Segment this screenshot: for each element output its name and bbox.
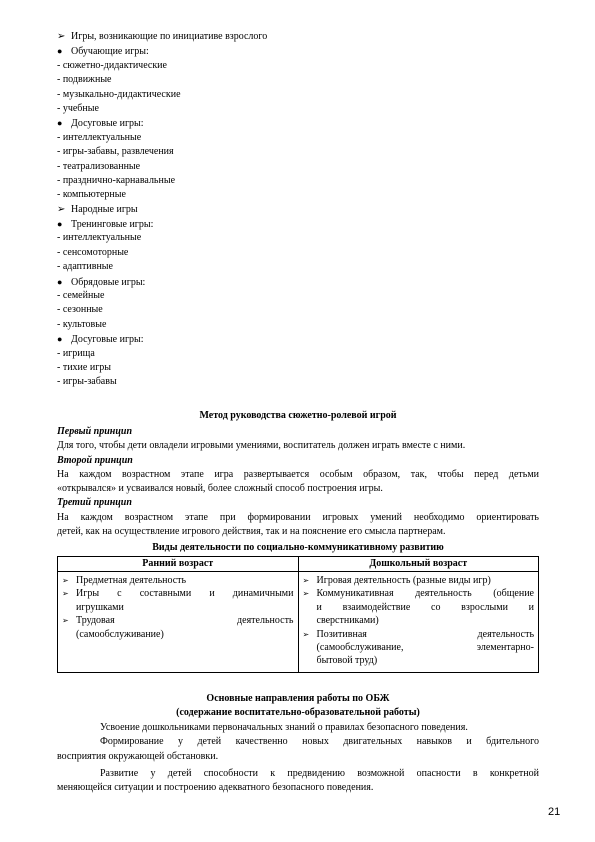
obzh-direction-1: Усвоение дошкольниками первоначальных знаний о правилах безопасного поведения.: [100, 722, 468, 733]
preschool-age-activity-list: [303, 574, 535, 668]
table-header-row: [58, 557, 539, 572]
column-header-preschool-age: Дошкольный возраст: [298, 557, 539, 572]
list-item: [57, 203, 537, 217]
activity-item-line: Позитивная деятельность: [316, 628, 534, 640]
list-item-text: - игрища: [57, 347, 95, 359]
arrow-bullet-icon: ➢: [57, 31, 66, 42]
list-item: [57, 361, 537, 375]
column-header-early-age: Ранний возраст: [58, 557, 299, 572]
list-item-text: Обучающие игры:: [71, 46, 149, 58]
list-item-text: - адаптивные: [57, 261, 113, 273]
activity-item: [62, 587, 294, 614]
arrow-bullet-icon: ➢: [57, 203, 66, 215]
arrow-bullet-icon: ➢: [62, 589, 69, 599]
activity-item-line: бытовой труд): [316, 655, 378, 667]
list-item: [57, 217, 537, 231]
arrow-bullet-icon: ➢: [302, 589, 310, 599]
early-age-cell: [58, 572, 299, 673]
obzh-direction-2-line: Формирование у детей качественно новых двигательных навыков и бдительного: [100, 736, 539, 748]
list-item-text: Народные игры: [71, 203, 138, 215]
list-item: [57, 260, 537, 274]
list-item-text: - сенсомоторные: [57, 246, 129, 258]
early-age-activity-list: [62, 574, 294, 641]
list-item: [57, 332, 537, 346]
activity-item: [62, 574, 294, 587]
list-item-text: Игры, возникающие по инициативе взрослого: [71, 31, 268, 42]
method-principles: [57, 425, 539, 539]
list-item: [57, 303, 537, 317]
list-item-text: Тренинговые игры:: [71, 219, 154, 231]
list-item: [57, 145, 537, 159]
activity-item: [302, 574, 535, 587]
list-item-text: - семейные: [57, 290, 105, 302]
obzh-direction-3-line: Развитие у детей способности к предвидению возможной опасности в конкретной: [100, 767, 539, 779]
principle-2-heading: Второй принцип: [57, 454, 133, 466]
activity-item-line: Игровая деятельность (разные виды игр): [316, 575, 491, 586]
principle-3-text-line: детей, как на осуществление игрового действия, так и на пояснение его смысла партнерам.: [57, 526, 446, 538]
table-row: [58, 572, 539, 673]
page-number: 21: [548, 806, 561, 818]
activity-item: [302, 628, 535, 668]
arrow-bullet-icon: ➢: [62, 616, 69, 626]
list-item-text: - сезонные: [57, 304, 103, 316]
list-item-text: Досуговые игры:: [71, 118, 144, 130]
list-item-text: - подвижные: [57, 74, 112, 86]
list-item: [57, 131, 537, 145]
method-title: Метод руководства сюжетно-ролевой игрой: [199, 410, 397, 421]
activities-table: [57, 556, 539, 673]
principle-3-text-line: На каждом возрастном этапе при формировании игровых умений необходимо ориентировать: [57, 511, 539, 523]
list-item-text: - тихие игры: [57, 361, 112, 373]
list-item: [57, 30, 537, 44]
activity-item-line: (самообслуживание, элементарно-: [316, 642, 534, 654]
list-item-text: - сюжетно-дидактические: [57, 59, 167, 71]
list-item: [57, 59, 537, 73]
list-item-text: - игры-забавы, развлечения: [57, 146, 174, 158]
list-item: [57, 174, 537, 188]
obzh-subtitle: (содержание воспитательно-образовательной работы): [176, 707, 420, 718]
activity-item: [62, 614, 294, 641]
arrow-bullet-icon: ➢: [302, 629, 310, 639]
list-item: [57, 188, 537, 202]
obzh-direction-2-line: восприятия окружающей обстановки.: [57, 750, 219, 762]
arrow-bullet-icon: ➢: [302, 576, 310, 585]
list-item: [57, 116, 537, 130]
list-item-text: - учебные: [57, 102, 99, 114]
activity-item-line: игрушками: [76, 601, 124, 613]
list-item-text: - интеллектуальные: [57, 131, 142, 143]
activities-table-title: Виды деятельности по социально-коммуникативному развитию: [152, 542, 444, 553]
activity-item: [302, 587, 535, 627]
list-item: [57, 73, 537, 87]
activity-item-line: сверстниками): [316, 615, 379, 627]
list-item: [57, 375, 537, 389]
list-item: [57, 347, 537, 361]
principle-1-heading: Первый принцип: [57, 426, 133, 437]
list-item-text: Досуговые игры:: [71, 334, 144, 346]
list-item-text: - интеллектуальные: [57, 232, 142, 244]
activity-item-line: (самообслуживание): [76, 628, 164, 640]
list-item: [57, 275, 537, 289]
principle-2-text-line: «открывался» и усваивался новый, более сложный способ построения игры.: [57, 483, 383, 495]
obzh-title: Основные направления работы по ОБЖ: [206, 693, 390, 704]
activity-item-line: и взаимодействие со взрослыми и: [316, 601, 534, 613]
list-item: [57, 102, 537, 116]
list-item-text: - празднично-карнавальные: [57, 174, 176, 186]
list-item-text: - музыкально-дидактические: [57, 88, 181, 100]
list-item: [57, 160, 537, 174]
principle-2-text-line: На каждом возрастном этапе игра развертывается особым образом, так, чтобы перед детьми: [57, 468, 539, 480]
list-item: [57, 246, 537, 260]
bullet-icon: ●: [57, 334, 63, 345]
arrow-bullet-icon: ➢: [62, 576, 69, 585]
bullet-icon: ●: [57, 46, 63, 57]
activity-item-line: Предметная деятельность: [76, 575, 187, 586]
list-item-text: - компьютерные: [57, 189, 126, 201]
bullet-icon: ●: [57, 219, 63, 230]
list-item: [57, 44, 537, 58]
activity-item-line: Коммуникативная деятельность (общение: [316, 588, 534, 600]
list-item: [57, 231, 537, 245]
list-item-text: Обрядовые игры:: [71, 276, 146, 288]
bullet-icon: ●: [57, 276, 63, 287]
activity-item-line: Трудовая деятельность: [76, 615, 294, 627]
activity-item-line: Игры с составными и динамичными: [76, 588, 294, 600]
list-item-text: - театрализованные: [57, 160, 141, 172]
list-item-text: - культовые: [57, 318, 107, 330]
games-classification-list: [57, 30, 537, 390]
obzh-direction-3-line: меняющейся ситуации и построению адекватного безопасного поведения.: [57, 782, 374, 794]
bullet-icon: ●: [57, 118, 63, 129]
preschool-age-cell: [298, 572, 539, 673]
principle-3-heading: Третий принцип: [57, 497, 132, 509]
list-item: [57, 289, 537, 303]
list-item-text: - игры-забавы: [57, 376, 117, 388]
list-item: [57, 318, 537, 332]
obzh-directions: [57, 721, 539, 795]
principle-1-text: Для того, чтобы дети овладели игровыми умениями, воспитатель должен играть вместе с ними.: [57, 440, 466, 452]
list-item: [57, 88, 537, 102]
